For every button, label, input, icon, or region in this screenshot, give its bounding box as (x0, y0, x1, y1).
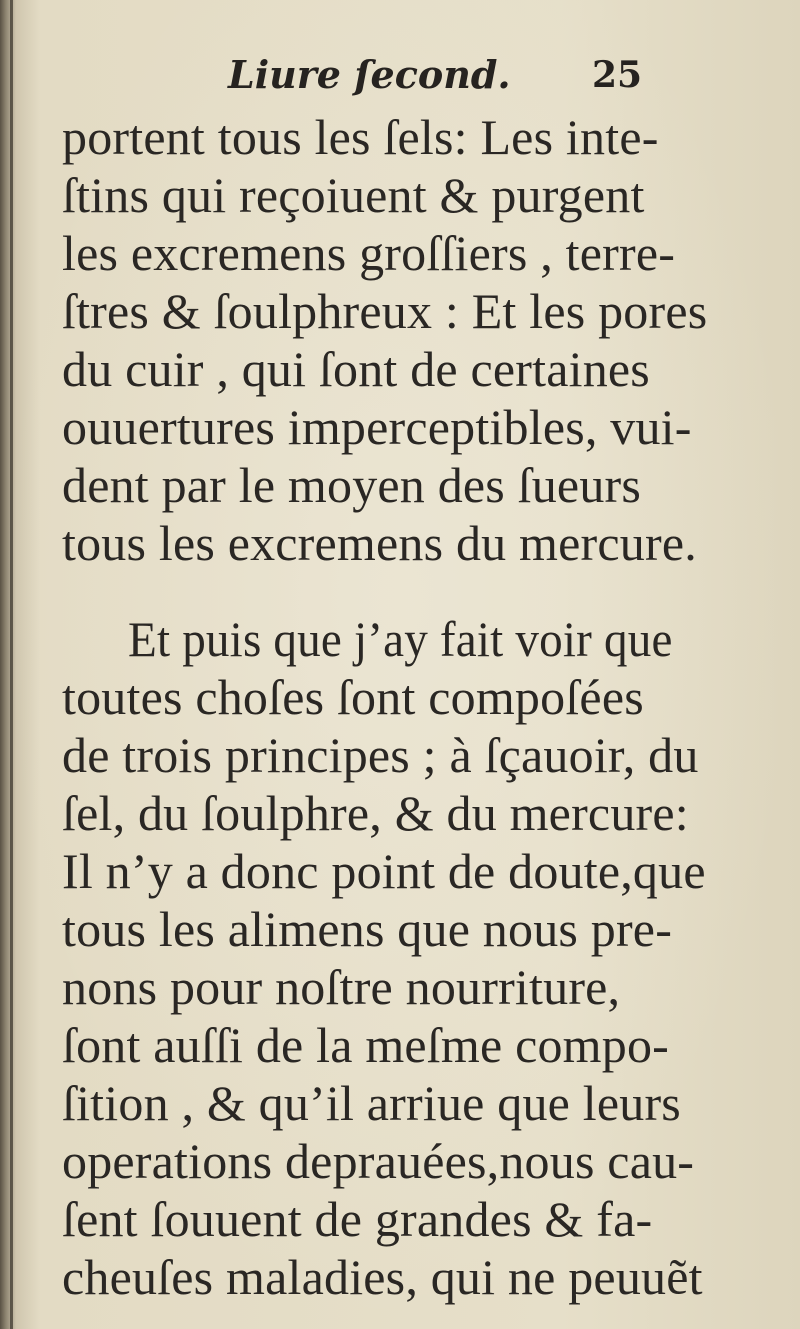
text-line: ſition , & qu’il arriue que leurs (62, 1075, 681, 1131)
text-line: ſtres & ſoulphreux : Et les pores (62, 283, 708, 339)
running-head (0, 52, 800, 102)
text-line: cheuſes maladies, qui ne peuuẽt (62, 1249, 703, 1305)
text-line: du cuir , qui ſont de certaines (62, 341, 650, 397)
text-line: portent tous les ſels: Les inte- (62, 109, 659, 165)
page-gutter-edge (10, 0, 13, 1329)
text-line: ſel, du ſoulphre, & du mercure: (62, 785, 689, 841)
text-line: ſtins qui reçoiuent & purgent (62, 167, 645, 223)
text-line: Et puis que j’ay fait voir que (128, 611, 673, 667)
text-line: dent par le moyen des ſueurs (62, 457, 642, 513)
text-line: tous les alimens que nous pre- (62, 901, 673, 957)
text-line: les excremens groſſiers , terre- (62, 225, 676, 281)
running-head-title: Liure ſecond. (228, 52, 511, 97)
text-line: tous les excremens du mercure. (62, 515, 697, 571)
page-number: 25 (592, 54, 643, 96)
text-line: ouuertures imperceptibles, vui- (62, 399, 692, 455)
text-line: toutes choſes ſont compoſées (62, 669, 644, 725)
text-line: de trois principes ; à ſçauoir, du (62, 727, 699, 783)
text-line: nons pour noſtre nourriture, (62, 959, 621, 1015)
text-line: Il n’y a donc point de doute,que (62, 843, 706, 899)
text-line: ſont auſſi de la meſme compo- (62, 1017, 670, 1073)
text-line: operations deprauées,nous cau- (62, 1133, 695, 1189)
text-line: ſent ſouuent de grandes & fa- (62, 1191, 653, 1247)
